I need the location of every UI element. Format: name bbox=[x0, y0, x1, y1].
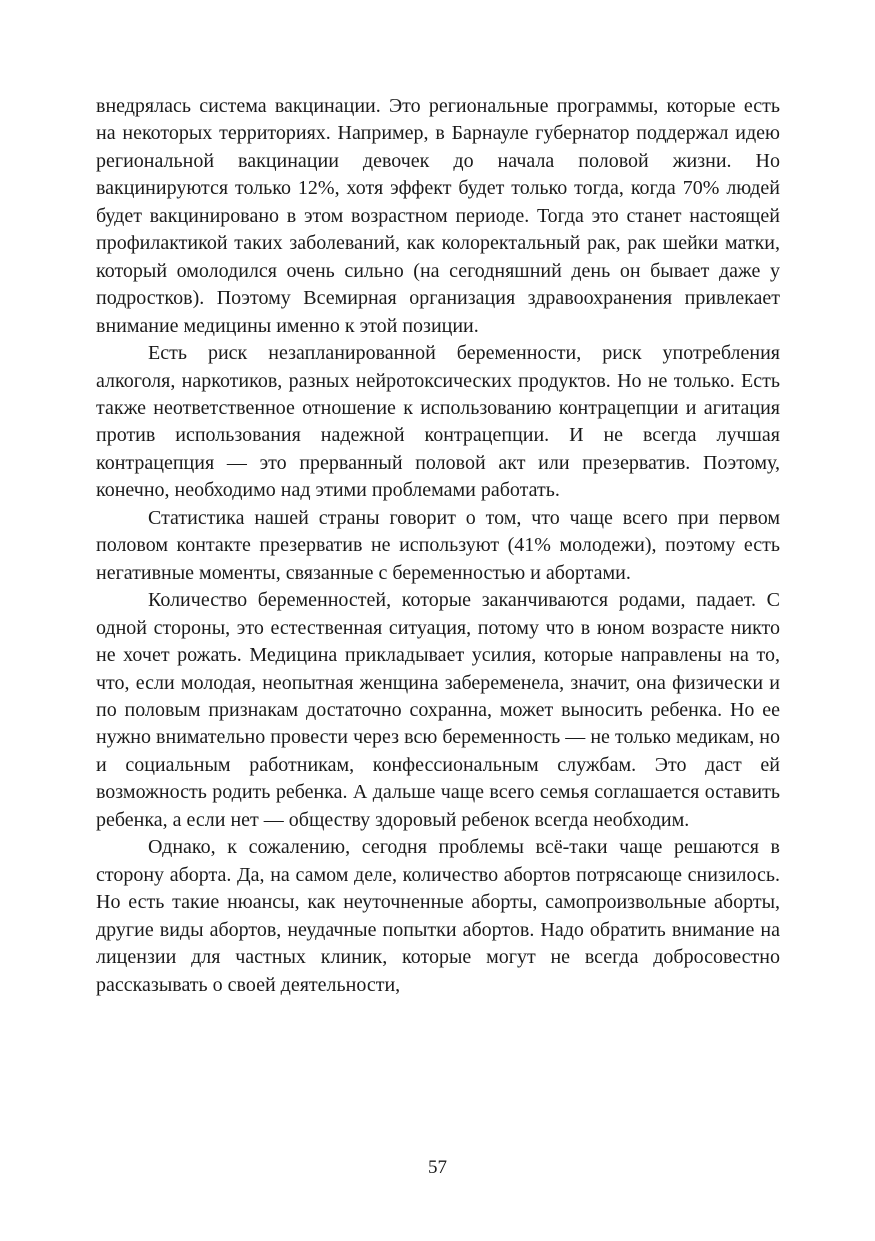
paragraph-pregnancies: Количество беременностей, которые заканчиваются родами, падает. С одной стороны, это естественная ситуация, потому что в юном возрасте никто не хочет рожать. Медицина прикладывает усилия, которые направлены на то, что, если молодая, неопытная женщина забеременела, значит, она физически и по половым признакам достаточно сохранна, может выносить ребенка. Но ее нужно внимательно провести через всю беременность — не только медикам, но и социальным работникам, конфессиональным службам. Это даст ей возможность родить ребенка. А дальше чаще всего семья соглашается оставить ребенка, а если нет — обществу здоровый ребенок всегда необходим. bbox=[96, 589, 780, 831]
paragraph-vaccination: внедрялась система вакцинации. Это региональные программы, которые есть на некоторых территориях. Например, в Барнауле губернатор поддержал идею региональной вакцинации девочек до начала половой жизни. Но вакцинируются только 12%, хотя эффект будет только тогда, когда 70% людей будет вакцинировано в этом возрастном периоде. Тогда это станет настоящей профилактикой таких заболеваний, как колоректальный рак, рак шейки матки, который омолодился очень сильно (на сегодняшний день он бывает даже у подростков). Поэтому Всемирная организация здравоохранения привлекает внимание медицины именно к этой позиции. bbox=[96, 95, 780, 337]
page-number: 57 bbox=[428, 1157, 447, 1178]
paragraph-risks: Есть риск незапланированной беременности, риск употребления алкоголя, наркотиков, разных нейротоксических продуктов. Но не только. Есть также неответственное отношение к использованию контрацепции и агитация против использования надежной контрацепции. И не всегда лучшая контрацепция — это прерванный половой акт или презерватив. Поэтому, конечно, необходимо над этими проблемами работать. bbox=[96, 342, 780, 502]
paragraph-statistics: Статистика нашей страны говорит о том, что чаще всего при первом половом контакте презерватив не используют (41% молодежи), поэтому есть негативные моменты, связанные с беременностью и абортами. bbox=[96, 506, 780, 584]
page-body bbox=[96, 93, 780, 999]
paragraph-abortions: Однако, к сожалению, сегодня проблемы всё-таки чаще решаются в сторону аборта. Да, на самом деле, количество абортов потрясающе снизилось. Но есть такие нюансы, как неуточненные аборты, самопроизвольные аборты, другие виды абортов, неудачные попытки абортов. Надо обратить внимание на лицензии для частных клиник, которые могут не всегда добросовестно рассказывать о своей деятельности, bbox=[96, 836, 780, 996]
